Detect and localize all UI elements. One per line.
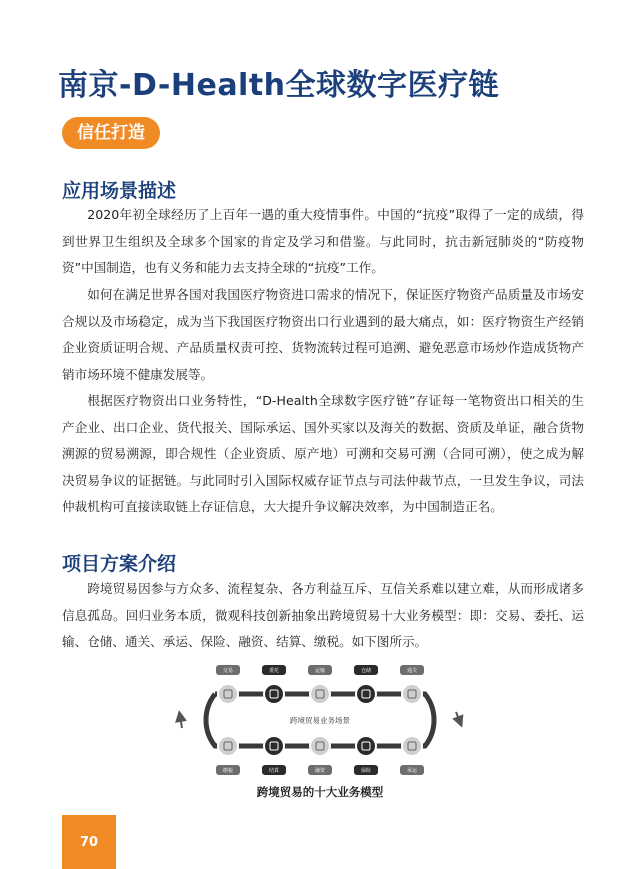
paragraph-2: 如何在满足世界各国对我国医疗物资进口需求的情况下，保证医疗物资产品质量及市场安合规以及市场稳定，成为当下我国医疗物资出口行业遇到的最大痛点，如：医疗物资生产经销企业资质证明合规、产品质量权责可控、货物流转过程可追溯、避免恶意市场炒作造成货物产销市场环境不健康发展等。 xyxy=(62,287,584,382)
paragraph-1: 2020年初全球经历了上百年一遇的重大疫情事件。中国的“抗疫”取得了一定的成绩，得到世界卫生组织及全球多个国家的肯定及学习和借鉴。与此同时，抗击新冠肺炎的“防疫物资”中国制造，也有义务和能力去支持全球的“抗疫”工作。 xyxy=(62,207,584,275)
business-model-diagram xyxy=(170,660,470,780)
section-heading-solution: 项目方案介绍 xyxy=(62,553,177,575)
bottom-node-5 xyxy=(400,736,424,775)
top-node-label-5: 通关 xyxy=(406,668,418,674)
bottom-node-label-4: 保险 xyxy=(360,768,372,774)
loop-arrow-left xyxy=(180,716,182,728)
bottom-node-icon-3 xyxy=(310,736,330,756)
bottom-node-icon-2 xyxy=(264,736,284,756)
bottom-node-3 xyxy=(308,736,332,775)
bottom-node-icon-5 xyxy=(402,736,422,756)
top-node-2 xyxy=(262,665,286,704)
top-node-label-2: 委托 xyxy=(268,668,280,674)
bottom-node-label-2: 结算 xyxy=(268,768,280,774)
top-node-5 xyxy=(400,665,424,704)
top-node-icon-5 xyxy=(402,684,422,704)
bottom-node-4 xyxy=(354,736,378,775)
top-node-icon-4 xyxy=(356,684,376,704)
bottom-node-label-3: 融资 xyxy=(314,768,326,774)
top-node-label-4: 仓储 xyxy=(360,668,372,674)
bottom-node-2 xyxy=(262,736,286,775)
diagram-caption: 跨境贸易的十大业务模型 xyxy=(256,785,384,799)
bottom-node-icon-1 xyxy=(218,736,238,756)
top-node-icon-1 xyxy=(218,684,238,704)
loop-arrow-right xyxy=(456,712,460,722)
section-tag: 信任打造 xyxy=(62,117,160,149)
page-number: 70 xyxy=(62,815,116,869)
diagram-center-label: 跨境贸易业务场景 xyxy=(290,716,350,725)
top-node-label-1: 交易 xyxy=(222,668,234,674)
section-heading-scenario: 应用场景描述 xyxy=(62,180,177,202)
bottom-node-1 xyxy=(216,736,240,775)
bottom-node-label-5: 承运 xyxy=(406,768,418,774)
top-node-label-3: 运输 xyxy=(314,668,326,674)
top-node-3 xyxy=(308,665,332,704)
top-node-icon-2 xyxy=(264,684,284,704)
top-node-1 xyxy=(216,665,240,704)
top-node-4 xyxy=(354,665,378,704)
bottom-node-icon-4 xyxy=(356,736,376,756)
paragraph-3: 根据医疗物资出口业务特性，“D-Health全球数字医疗链”存证每一笔物资出口相关的生产企业、出口企业、货代报关、国际承运、国外买家以及海关的数据、资质及单证，融合货物溯源的贸易溯源，即合规性（企业资质、原产地）可溯和交易可溯（合同可溯），使之成为解决贸易争议的证据链。与此同时引入国际权威存证节点与司法仲裁节点，一旦发生争议，司法仲裁机构可直接读取链上存证信息，大大提升争议解决效率，为中国制造正名。 xyxy=(62,393,584,514)
bottom-node-label-1: 缴税 xyxy=(222,768,234,774)
page-title: 南京-D-Health全球数字医疗链 xyxy=(58,68,500,103)
paragraph-4: 跨境贸易因参与方众多、流程复杂、各方利益互斥、互信关系难以建立难，从而形成诸多信息孤岛。回归业务本质，微观科技创新抽象出跨境贸易十大业务模型：即：交易、委托、运输、仓储、通关、承运、保险、融资、结算、缴税。如下图所示。 xyxy=(62,581,584,649)
top-node-icon-3 xyxy=(310,684,330,704)
